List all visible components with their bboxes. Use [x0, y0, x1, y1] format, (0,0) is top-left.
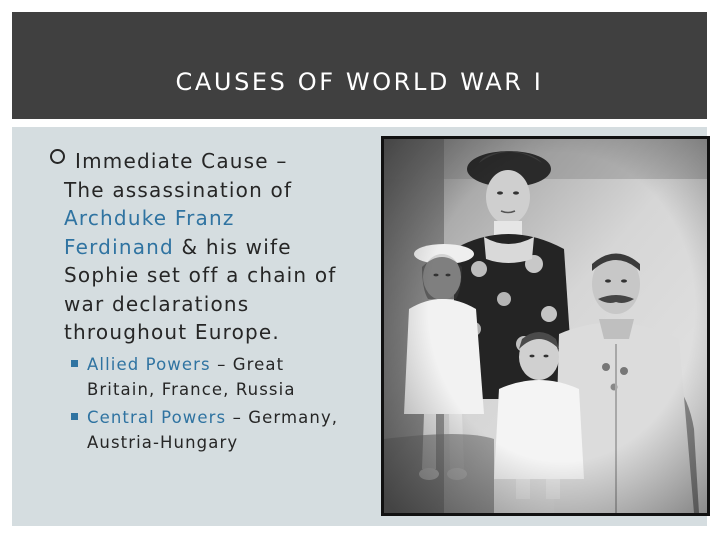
allied-powers-label: Allied Powers — [87, 355, 211, 374]
main-bullet-point — [50, 147, 350, 347]
sub-bullet-allied-powers — [70, 352, 345, 402]
square-bullet-icon — [71, 360, 78, 367]
central-powers-text: – Germany, Austria-Hungary — [87, 408, 339, 452]
central-powers-label: Central Powers — [87, 408, 227, 427]
sub-bullet-list — [70, 352, 345, 458]
archduke-name-highlight: Archduke Franz Ferdinand — [64, 206, 235, 259]
main-point-heading: Immediate Cause – — [75, 149, 288, 173]
hollow-circle-bullet-icon — [50, 149, 65, 164]
family-photograph — [381, 136, 710, 516]
family-photograph-illustration — [384, 139, 707, 513]
allied-powers-text: – Great Britain, France, Russia — [87, 355, 296, 399]
main-point-body-after: & his wife Sophie set off a chain of war declarations throughout Europe. — [64, 234, 337, 344]
sub-bullet-central-powers — [70, 405, 345, 455]
main-point-body — [64, 176, 350, 347]
square-bullet-icon — [71, 413, 78, 420]
main-point-body-before: The assassination of — [64, 177, 293, 202]
title-bar — [12, 12, 707, 119]
slide-title: CAUSES OF WORLD WAR I — [175, 68, 544, 96]
